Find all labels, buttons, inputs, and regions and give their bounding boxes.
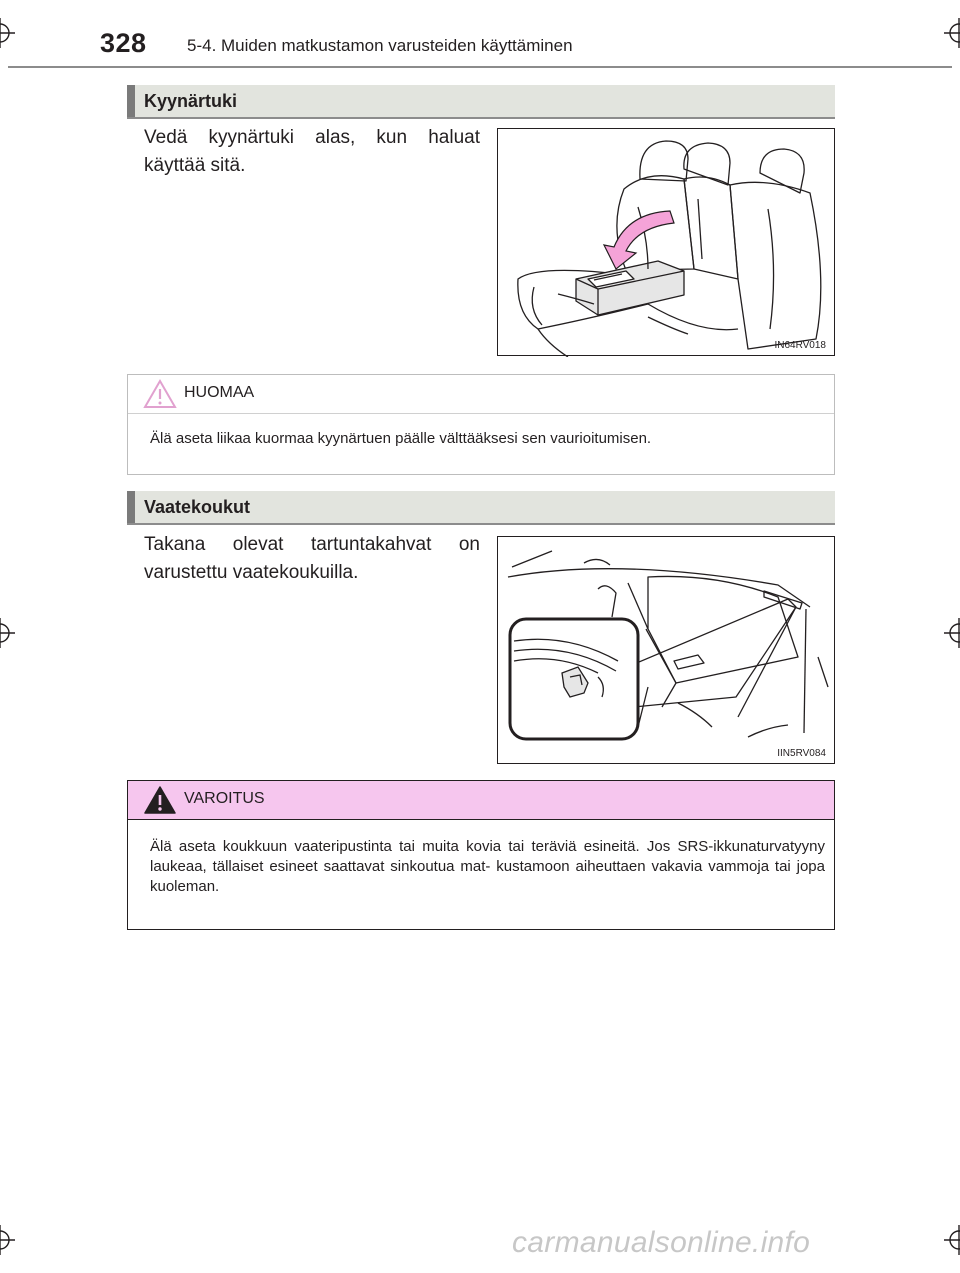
notice-title: HUOMAA (184, 384, 255, 401)
header-rule (8, 66, 952, 68)
crop-mark-icon (944, 1225, 960, 1255)
hooks-illustration (497, 536, 835, 764)
page-number: 328 (100, 28, 147, 58)
rear-door-hook-drawing (498, 537, 836, 765)
crop-mark-icon (944, 18, 960, 48)
armrest-illustration (497, 128, 835, 356)
warning-header (128, 781, 834, 820)
section-heading-armrest (127, 85, 835, 119)
notice-header (128, 375, 834, 414)
fold-down-arrow (604, 211, 674, 269)
heading-label: Vaatekoukut (144, 497, 251, 517)
notice-box (127, 374, 835, 475)
figure-code: IN64RV018 (774, 340, 826, 351)
warning-filled-icon (143, 785, 177, 815)
crop-mark-icon (0, 18, 15, 48)
armrest-text: Vedä kyynärtuki alas, kun haluat käyttää sitä. (144, 127, 480, 176)
section-title: 5-4. Muiden matkustamon varusteiden käyttäminen (187, 36, 573, 55)
notice-text: Älä aseta liikaa kuormaa kyynärtuen päälle välttääksesi sen vaurioitumisen. (150, 430, 652, 447)
heading-label: Kyynärtuki (144, 91, 238, 111)
crop-mark-icon (0, 1225, 15, 1255)
hooks-text: Takana olevat tartuntakahvat on varustettu vaatekoukuilla. (144, 534, 480, 583)
section-heading-hooks (127, 491, 835, 525)
heading-bar (127, 85, 135, 117)
rear-seat-armrest-drawing (498, 129, 836, 357)
warning-text: Älä aseta koukkuun vaateripustinta tai muita kovia tai teräviä esineitä. Jos SRS-ikkunaturvatyyny laukeaa, tällaiset esineet saattavat sinkoutua mat- kustamoon aiheuttaen vakavia vammoja tai jopa kuoleman. (150, 838, 825, 895)
crop-mark-icon (0, 618, 15, 648)
caution-outline-icon (143, 379, 177, 409)
warning-title: VAROITUS (184, 790, 265, 807)
figure-code: IIN5RV084 (777, 748, 826, 759)
warning-box (127, 780, 835, 930)
crop-mark-icon (944, 618, 960, 648)
watermark: carmanualsonline.info (512, 1226, 811, 1259)
heading-bar (127, 491, 135, 523)
